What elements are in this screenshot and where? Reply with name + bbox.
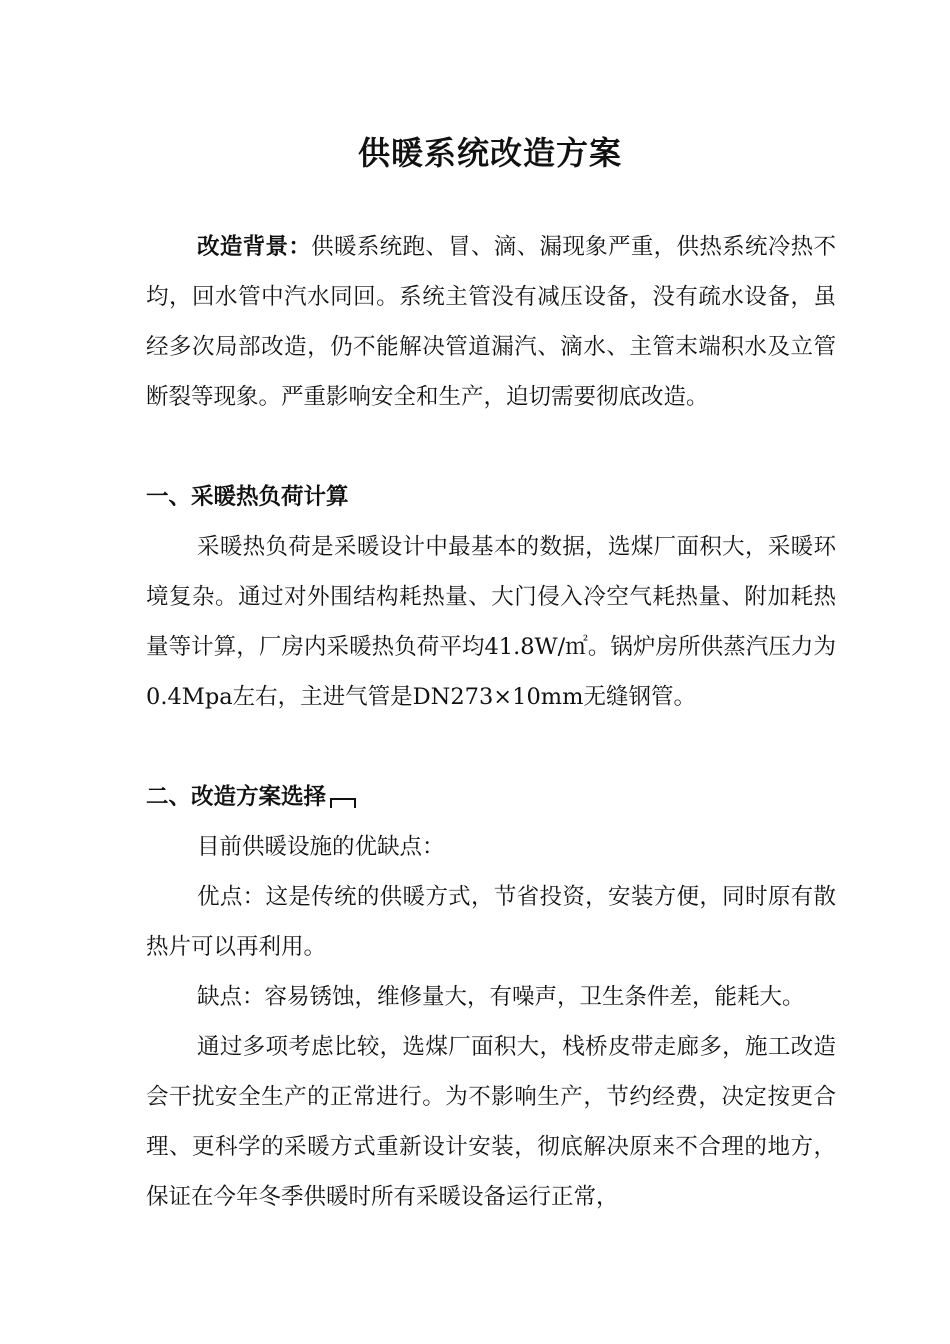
section1-heading: 一、采暖热负荷计算: [146, 484, 349, 510]
section1-paragraph: 采暖热负荷是采暖设计中最基本的数据，选煤厂面积大，采暖环境复杂。通过对外围结构耗热量、大门侵入冷空气耗热量、附加耗热量等计算，厂房内采暖热负荷平均41.8W/㎡。锅炉房所供蒸汽压力为0.4Mpa左右，主进气管是DN273×10mm无缝钢管。: [146, 534, 836, 710]
section2-paragraph-1: 目前供暖设施的优缺点：: [197, 834, 445, 860]
section2-heading: 二、改造方案选择: [146, 784, 327, 810]
section2-paragraph-4: 通过多项考虑比较，选煤厂面积大，栈桥皮带走廊多，施工改造会干扰安全生产的正常进行。为不影响生产，节约经费，决定按更合理、更科学的采暖方式重新设计安装，彻底解决原来不合理的地方，保证在今年冬季供暖时所有采暖设备运行正常，: [146, 1034, 836, 1210]
section2-paragraph-3: 缺点：容易锈蚀，维修量大，有噪声，卫生条件差，能耗大。: [197, 984, 805, 1010]
section2-heading-line: [146, 772, 836, 822]
background-label: 改造背景：: [197, 234, 312, 260]
background-paragraph: [146, 222, 836, 422]
document-title: 供暖系统改造方案: [357, 134, 622, 172]
edit-mark-icon: [330, 798, 356, 808]
section2-paragraph-2: 优点：这是传统的供暖方式，节省投资，安装方便，同时原有散热片可以再利用。: [146, 884, 836, 960]
background-text: 供暖系统跑、冒、滴、漏现象严重，供热系统冷热不均，回水管中汽水同回。系统主管没有减压设备，没有疏水设备，虽经多次局部改造，仍不能解决管道漏汽、滴水、主管末端积水及立管断裂等现象。严重影响安全和生产，迫切需要彻底改造。: [146, 234, 836, 410]
